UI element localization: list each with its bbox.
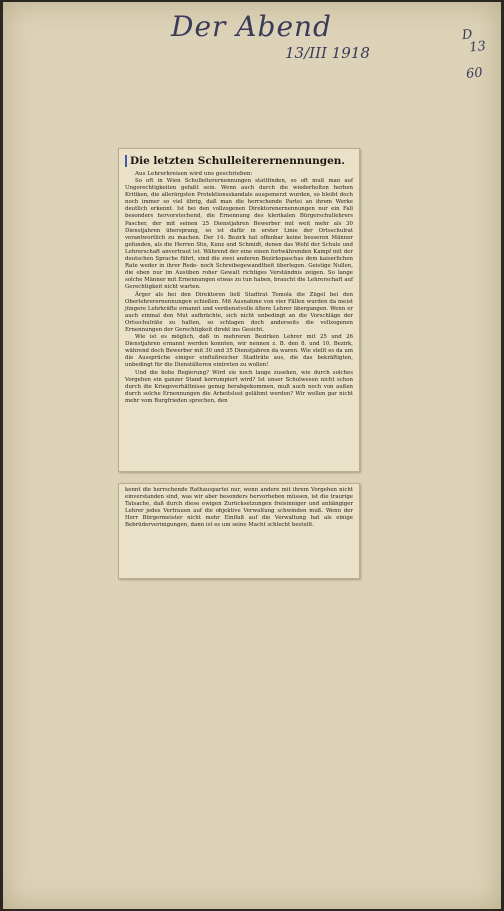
- archive-code-top: D: [461, 27, 474, 44]
- article-paragraph: kennt die herrschende Rathauspartei nur, wenn andere mit ihrem Vorgehen nicht einverstanden sind, was wir aber besonders hervorheben müssen, ist die traurige Tatsache, daß durch diese ewigen Zurücksetzungen freisinniger und anhängiger Lehrer jedes Vertrauen auf die objektive Verwaltung schwinden muß. Wenn der Herr Bürgermeister nicht mehr Einfluß auf die Verwaltung hat als einige Bebrüderverinigungen, dann ist es um seine Macht schlecht bestellt.: [125, 487, 353, 529]
- article-paragraph: Und die hohe Regierung? Wird sie noch lange zusehen, wie durch solches Vorgehen ein ganzer Stand korrumpiert wird? Ist unser Schulwesen nicht schon durch die Kriegsverhältnisse genug herabgekommen, muß auch noch von außen durch solche Ernennungen die Arbeitslust gelähmt werden? Wir wollen gar nicht mehr vom Burgfrieden sprechen, den: [125, 369, 353, 404]
- article-paragraph: Ärger als bei den Direktoren ließ Stadtrat Tomola die Zügel bei den Oberlehrerernennungen schießen. Mit Ausnahme von vier Fällen wurden da meist jüngere Lehrkräfte ernannt und verdienstvolle ältere Lehrer übergangen. Wenn er auch einmal den Mut aufbrächte, sich nicht unbedingt an die Vorschläge der Ortsschulräte zu halten, so schlagen doch anderseits die vollzogenen Ernennungen der Gerechtigkeit direkt ins Gesicht.: [125, 291, 353, 333]
- archive-code-bottom: 60: [465, 65, 484, 83]
- article-paragraph: Wie ist es möglich, daß in mehreren Bezirken Lehrer mit 25 und 26 Dienstjahren ernannt werden konnten, wir nennen z. B. den 8. und 10. Bezirk, während doch Bewerber mit 30 und 35 Dienstjahren da waren. Wie stellt es da um die Aussprüche einiger einflußreicher Stadträte aus, die das bekräftigten, unbedingt für die Dienstälteren eintreten zu wollen!: [125, 334, 353, 369]
- newspaper-clipping-continuation: [118, 483, 360, 579]
- handwritten-source: Der Abend: [171, 10, 332, 43]
- article-continuation: [125, 487, 353, 530]
- handwritten-archive-code: [462, 27, 490, 81]
- article-paragraph: So oft in Wien Schulleiterernennungen stattfinden, so oft muß man auf Ungerechtigkeiten gefaßt sein. Wenn auch durch die wiederholten herben Kritiken, die allerärgsten Protektionsskandale ausgemerzt wurden, so bleibt doch noch immer so viel übrig, daß man die herrschende Partei an ihrem Werke deutlich erkennt. Ist bei den vollzogenen Direktorenernennungen nur ein Fall besonders hervorstechend, die Ernennung des klerikalen Bürgerschullehrers Pascher, der mit seinen 25 Dienstjahren Bewerber mit weit mehr als 30 Dienstjahren übersprang, so ist dafür in erster Linie der Ortsschulrat verantwortlich zu machen. Der 14. Bezirk hat offenbar keine besseren Männer gefunden, als die Herren Stix, Kunz und Schmidt, denen das Wohl der Schule und Lehrerschaft anvertraut ist. Während der eine einen fortwährenden Kampf mit der deutschen Sprache führt, sind die zwei anderen Bezirkspaschas dem kaiserlichen Rate weder in ihrer Rede- noch Schreibegewandtheit überlegen. Geistige Nullen, die eben nur im Ausüben roher Gewalt richtiges Verständnis zeigen. So lange solche Männer mit Ernennungen etwas zu tun haben, braucht die Lehrerschaft auf Gerechtigkeit nicht warten.: [125, 178, 353, 291]
- article-headline: Die letzten Schulleiterernennungen.: [125, 155, 353, 167]
- article-byline: Aus Lehrerkreisen wird uns geschrieben:: [135, 171, 253, 177]
- archive-code-mid: 13: [469, 38, 488, 56]
- article-body: [125, 178, 353, 405]
- handwritten-date: 13/III 1918: [285, 44, 370, 62]
- newspaper-clipping: [118, 148, 360, 472]
